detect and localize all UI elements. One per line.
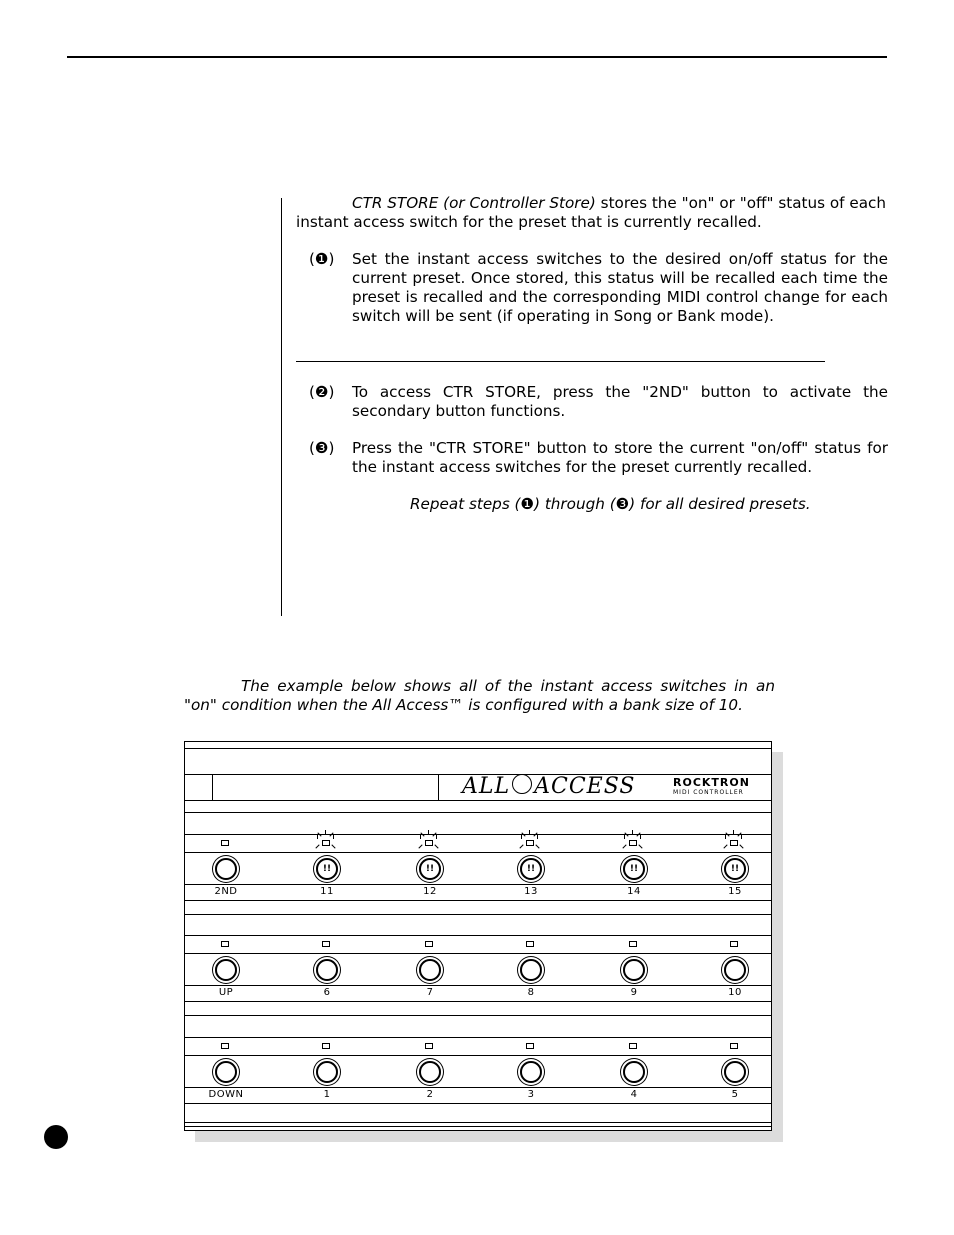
footswitch-10 <box>724 959 746 981</box>
led-glow-ray <box>418 844 422 848</box>
led-glow-ray <box>420 834 421 839</box>
led-glow-ray <box>733 830 734 835</box>
device-bottom-rule <box>185 1126 771 1127</box>
label-rule <box>185 884 771 885</box>
switch-on-mark: !! <box>629 864 639 874</box>
led-indicator <box>221 1043 229 1049</box>
led-glow-ray <box>521 832 525 836</box>
row-separator <box>185 1015 771 1016</box>
switch-label: 14 <box>627 886 641 897</box>
switch-label: 11 <box>320 886 334 897</box>
label-rule <box>185 985 771 986</box>
row-separator <box>185 914 771 915</box>
switch-label: 10 <box>728 987 742 998</box>
led-glow-ray <box>725 832 729 836</box>
led-glow-ray <box>535 844 539 848</box>
switch-label: 1 <box>323 1089 331 1100</box>
footswitch-8 <box>520 959 542 981</box>
footswitch-3 <box>520 1061 542 1083</box>
footswitch-1 <box>316 1061 338 1083</box>
footswitch-15 <box>724 858 746 880</box>
device-top-rule <box>185 748 771 749</box>
footswitch-9 <box>623 959 645 981</box>
label-rule <box>185 1103 771 1104</box>
led-glow-ray <box>521 834 522 839</box>
switch-rule <box>185 1055 771 1056</box>
footswitch-down <box>215 1061 237 1083</box>
switch-label: 2 <box>426 1089 434 1100</box>
switch-label: 5 <box>731 1089 739 1100</box>
all-access-logo: ALL ACCESS <box>462 774 636 799</box>
led-indicator <box>730 1043 738 1049</box>
led-glow-ray <box>436 834 437 839</box>
led-glow-ray <box>420 832 424 836</box>
switch-label: 4 <box>630 1089 638 1100</box>
led-indicator <box>526 1043 534 1049</box>
led-indicator-lit <box>629 840 637 846</box>
led-indicator <box>526 941 534 947</box>
label-rule <box>185 1087 771 1088</box>
switch-label: 2ND <box>214 886 238 897</box>
switch-label: 12 <box>423 886 437 897</box>
switch-label: 7 <box>426 987 434 998</box>
led-glow-ray <box>519 844 523 848</box>
switch-on-mark: !! <box>730 864 740 874</box>
led-indicator-lit <box>322 840 330 846</box>
led-glow-ray <box>317 834 318 839</box>
step-3 <box>296 439 888 477</box>
display-divider <box>212 774 213 801</box>
all-access-controller-diagram <box>184 741 772 1131</box>
step-number: (❸) <box>309 439 335 457</box>
switch-label: UP <box>218 987 234 998</box>
label-rule <box>185 1001 771 1002</box>
led-glow-ray <box>739 844 743 848</box>
repeat-note: Repeat steps (❶) through (❸) for all desired presets. <box>410 495 811 513</box>
led-indicator <box>730 941 738 947</box>
switch-label: 8 <box>527 987 535 998</box>
led-indicator <box>629 941 637 947</box>
section-divider <box>296 361 825 362</box>
switch-on-mark: !! <box>322 864 332 874</box>
intro-paragraph <box>296 194 886 232</box>
footswitch-13 <box>520 858 542 880</box>
page-marker <box>44 1125 68 1149</box>
led-glow-ray <box>529 830 530 835</box>
footswitch-7 <box>419 959 441 981</box>
led-indicator <box>425 941 433 947</box>
figure-caption: The example below shows all of the instant access switches in an "on" condition when the All Access™ is configured with a bank size of 10. <box>184 677 775 714</box>
footswitch-6 <box>316 959 338 981</box>
footswitch-2 <box>419 1061 441 1083</box>
footswitch-up <box>215 959 237 981</box>
margin-rule <box>281 198 282 616</box>
switch-label: 9 <box>630 987 638 998</box>
led-glow-ray <box>624 834 625 839</box>
switch-rule <box>185 852 771 853</box>
brand-logo: ROCKTRON <box>673 776 750 789</box>
led-indicator <box>322 941 330 947</box>
switch-label: 3 <box>527 1089 535 1100</box>
led-glow-ray <box>331 844 335 848</box>
switch-label: DOWN <box>208 1089 244 1100</box>
led-glow-ray <box>325 830 326 835</box>
intro-term: CTR STORE (or Controller Store) <box>352 194 596 212</box>
switch-rule <box>185 953 771 954</box>
led-indicator <box>629 1043 637 1049</box>
footswitch-14 <box>623 858 645 880</box>
led-glow-ray <box>638 844 642 848</box>
led-indicator <box>322 1043 330 1049</box>
led-glow-ray <box>315 844 319 848</box>
led-glow-ray <box>725 834 726 839</box>
brand-subtitle: MIDI CONTROLLER <box>673 789 744 796</box>
led-glow-ray <box>333 834 334 839</box>
led-indicator-lit <box>425 840 433 846</box>
led-rule <box>185 935 771 936</box>
display-bottom-rule <box>185 800 771 801</box>
switch-label: 13 <box>524 886 538 897</box>
footswitch-4 <box>623 1061 645 1083</box>
step-number: (❶) <box>309 250 335 268</box>
led-indicator <box>425 1043 433 1049</box>
globe-icon <box>512 774 532 794</box>
step-text: Set the instant access switches to the desired on/off status for the current preset. Once stored, this status will be recalled each time the preset is recalled and the corresponding MIDI control change for each switch will be sent (if operating in Song or Bank mode). <box>352 250 888 325</box>
step-text: Press the "CTR STORE" button to store the current "on/off" status for the instant access switches for the preset currently recalled. <box>352 439 888 476</box>
footswitch-5 <box>724 1061 746 1083</box>
led-glow-ray <box>632 830 633 835</box>
led-indicator-lit <box>730 840 738 846</box>
footswitch-12 <box>419 858 441 880</box>
label-rule <box>185 900 771 901</box>
led-indicator <box>221 840 229 846</box>
step-text: To access CTR STORE, press the "2ND" button to activate the secondary button functions. <box>352 383 888 420</box>
led-glow-ray <box>624 832 628 836</box>
step-number: (❷) <box>309 383 335 401</box>
switch-on-mark: !! <box>425 864 435 874</box>
led-glow-ray <box>622 844 626 848</box>
led-rule <box>185 834 771 835</box>
intro-text: stores the "on" or "off" status of each instant access switch for the preset that is currently recalled. <box>296 194 886 231</box>
header-rule <box>67 56 887 58</box>
led-indicator-lit <box>526 840 534 846</box>
switch-label: 6 <box>323 987 331 998</box>
device-bottom-rule <box>185 1122 771 1123</box>
led-glow-ray <box>741 834 742 839</box>
footswitch-11 <box>316 858 338 880</box>
led-glow-ray <box>640 834 641 839</box>
led-glow-ray <box>428 830 429 835</box>
display-divider <box>438 774 439 801</box>
panel-rule <box>185 812 771 813</box>
led-indicator <box>221 941 229 947</box>
led-glow-ray <box>723 844 727 848</box>
switch-on-mark: !! <box>526 864 536 874</box>
switch-label: 15 <box>728 886 742 897</box>
step-1 <box>296 250 888 326</box>
led-glow-ray <box>537 834 538 839</box>
led-rule <box>185 1037 771 1038</box>
step-2 <box>296 383 888 421</box>
led-glow-ray <box>317 832 321 836</box>
led-glow-ray <box>434 844 438 848</box>
footswitch-2nd <box>215 858 237 880</box>
